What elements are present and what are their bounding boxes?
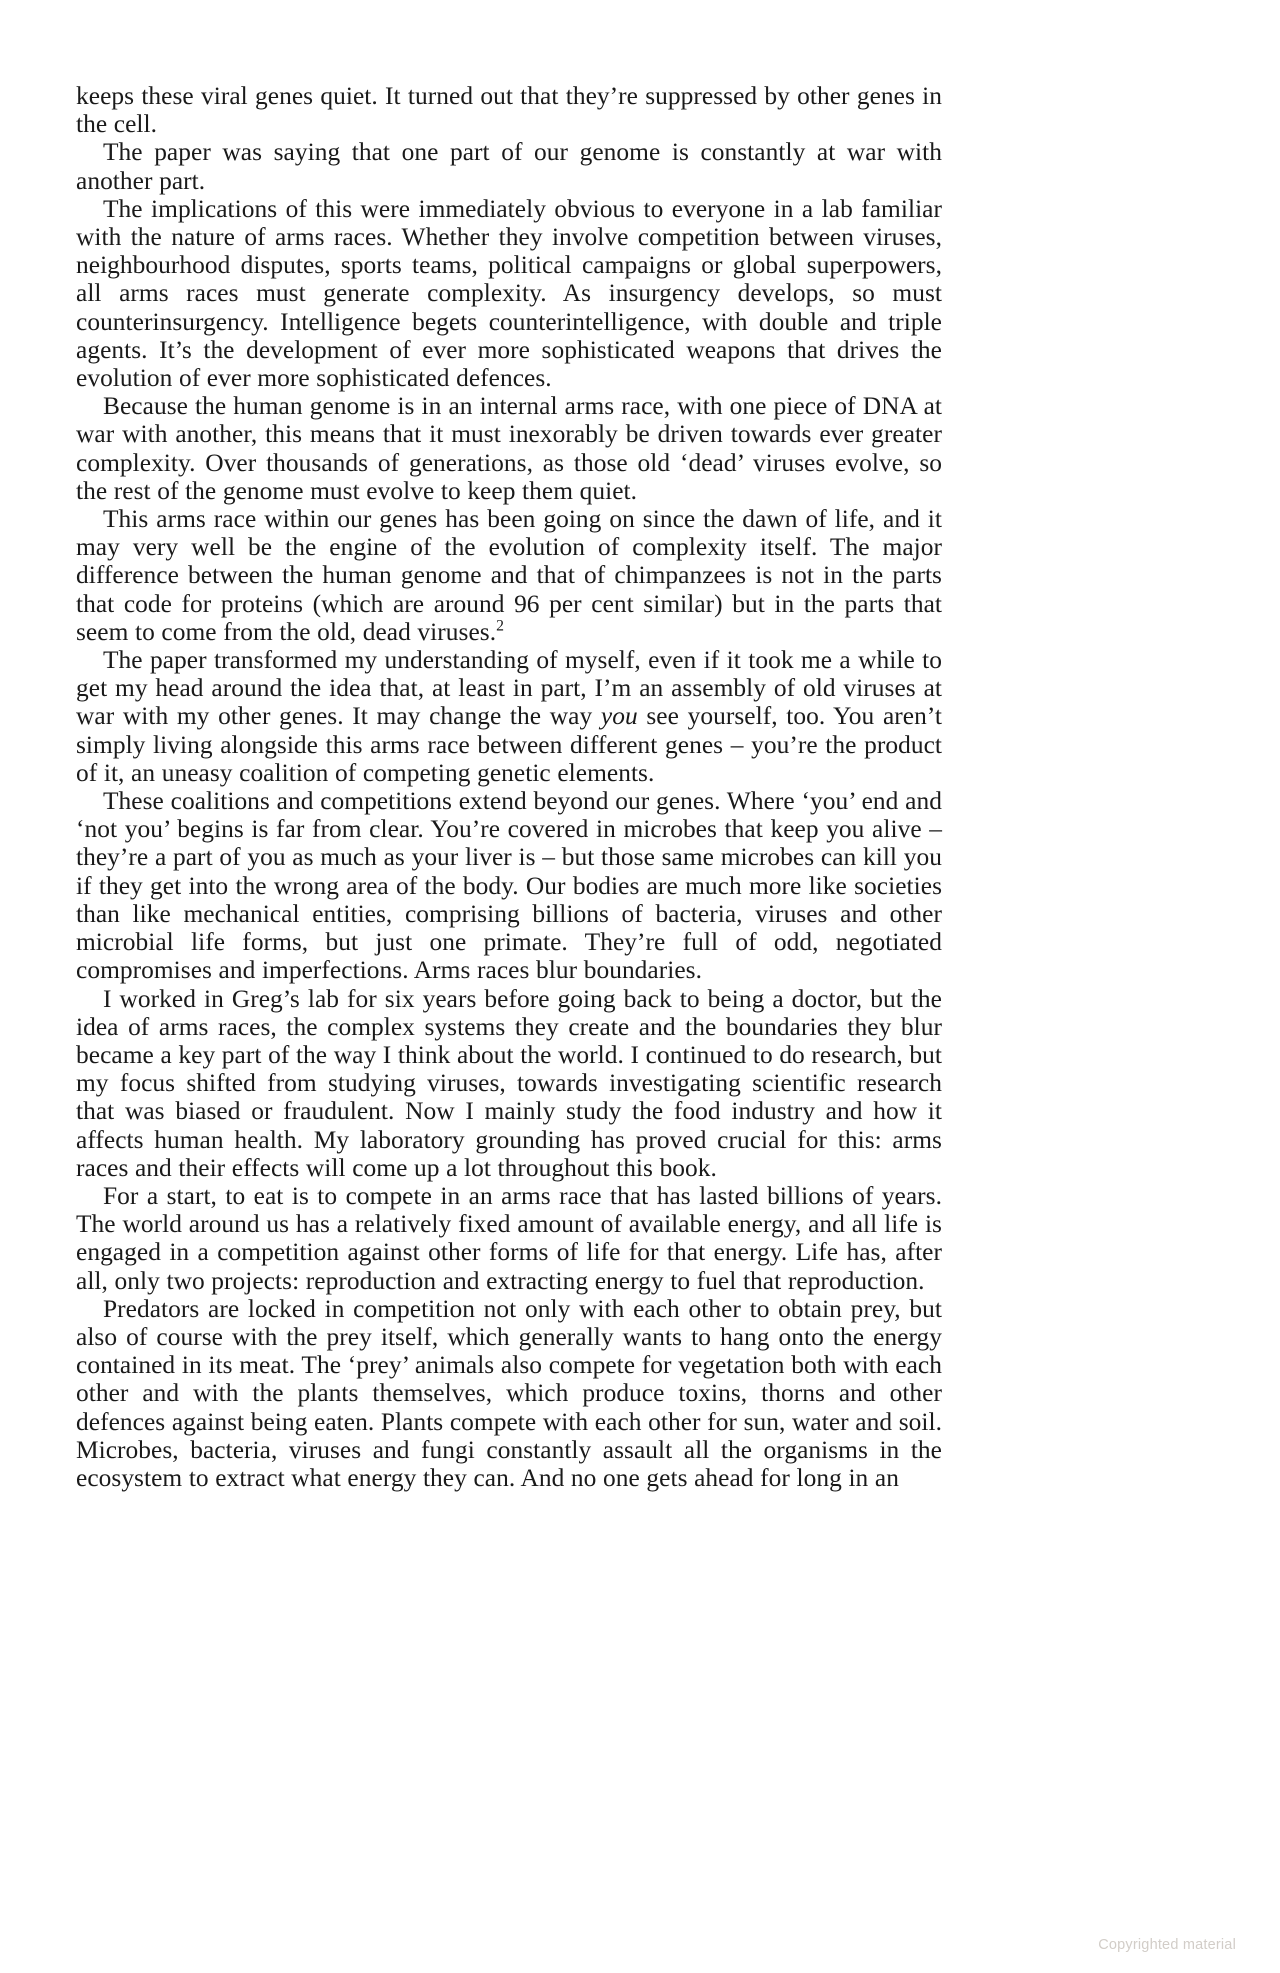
page-text-column <box>76 82 942 1492</box>
paragraph-coalitions-beyond-genes: These coalitions and competitions extend beyond our genes. Where ‘you’ end and ‘not you’ begins is far from clear. You’re covered in microbes that keep you alive – they’re a part of you as much as your liver is – but those same microbes can kill you if they get into the wrong area of the body. Our bodies are much more like societies than like mechanical entities, comprising billions of bacteria, viruses and other microbial life forms, but just one primate. They’re full of odd, negotiated compromises and imperfections. Arms races blur boundaries. <box>76 787 942 985</box>
paragraph-eating-arms-race: For a start, to eat is to compete in an arms race that has lasted billions of years. The world around us has a relatively fixed amount of available energy, and all life is engaged in a competition against other forms of life for that energy. Life has, after all, only two projects: reproduction and extracting energy to fuel that reproduction. <box>76 1181 942 1295</box>
paragraph-engine-of-complexity: This arms race within our genes has been going on since the dawn of life, and it may very well be the engine of the evolution of complexity itself. The major difference between the human genome and that of chimpanzees is not in the parts that code for proteins (which are around 96 per cent similar) but in the parts that seem to come from the old, dead viruses.$^2$ <box>76 505 942 646</box>
paragraph-internal-arms-race: Because the human genome is in an internal arms race, with one piece of DNA at war with another, this means that it must inexorably be driven towards ever greater complexity. Over thousands of generations, as those old ‘dead’ viruses evolve, so the rest of the genome must evolve to keep them quiet. <box>76 392 942 505</box>
paragraph-arms-races-implications: The implications of this were immediately obvious to everyone in a lab familiar with the nature of arms races. Whether they involve competition between viruses, neighbourhood disputes, sports teams, political campaigns or global superpowers, all arms races must generate complexity. As insurgency develops, so must counterinsurgency. Intelligence begets counterintelligence, with double and triple agents. It’s the development of ever more sophisticated weapons that drives the evolution of ever more sophisticated defences. <box>76 194 942 393</box>
copyright-watermark: Copyrighted material <box>1098 1937 1236 1953</box>
paragraph-genome-at-war: The paper was saying that one part of our genome is constantly at war with another part. <box>76 138 942 195</box>
paragraph-predators-and-prey: Predators are locked in competition not only with each other to obtain prey, but also of course with the prey itself, which generally wants to hang onto the energy contained in its meat. The ‘prey’ animals also compete for vegetation both with each other and with the plants themselves, which produce toxins, thorns and other defences against being eaten. Plants compete with each other for sun, water and soil. Microbes, bacteria, viruses and fungi constantly assault all the organisms in the ecosystem to extract what energy they can. And no one gets ahead for long in an <box>76 1294 942 1492</box>
paragraph-gregs-lab: I worked in Greg’s lab for six years before going back to being a doctor, but the idea of arms races, the complex systems they create and the boundaries they blur became a key part of the way I think about the world. I continued to do research, but my focus shifted from studying viruses, towards investigating scientific research that was biased or fraudulent. Now I mainly study the food industry and how it affects human health. My laboratory grounding has proved crucial for this: arms races and their effects will come up a lot throughout this book. <box>76 984 942 1182</box>
paragraph-paper-transformed-understanding: The paper transformed my understanding of myself, even if it took me a while to get my head around the idea that, at least in part, I’m an assembly of old viruses at war with my other genes. It may change the way you see yourself, too. You aren’t simply living alongside this arms race between different genes – you’re the product of it, an uneasy coalition of competing genetic elements. <box>76 646 943 787</box>
paragraph-continued-viral-genes: keeps these viral genes quiet. It turned out that they’re suppressed by other genes in the cell. <box>76 82 942 139</box>
